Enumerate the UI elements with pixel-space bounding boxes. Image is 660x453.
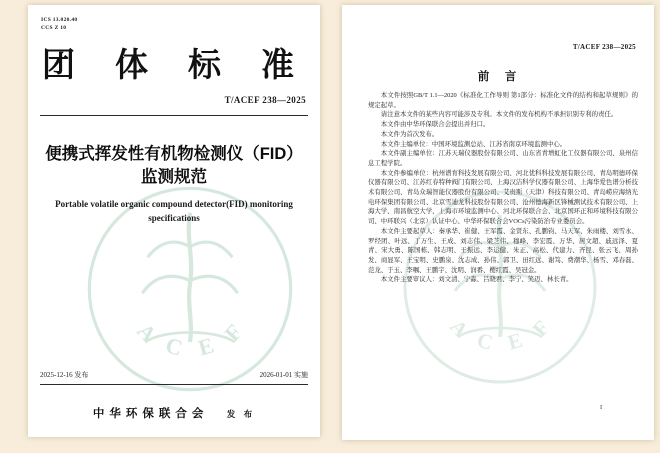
standard-type-title (42, 39, 294, 86)
text-item: 本文件参编单位：杭州谱育科技发展有限公司、河北优科科技发展有限公司、青岛明德环保仪器有限公司、江苏红春特种阀门有限公司、上海汉洁科学仪器有限公司、上海华爱色谱分析技术有限公司、青岛众瑞智能仪器股份有限公司、艾贵斯（天津）科技有限公司、青岛崂应海纳光电环保集团有限公司、北京雪迪龙科技股份有限公司、沧州德海新区锋械测试技术有限公司、上海大学、南昌航空大学、上海市环境监测中心、河北环保联合会、北京国环正和环境科技有限公司、中环联兴（北京）认证中心、中华环保联合会VOCs污染防治专业委员会。 (368, 169, 638, 226)
svg-text:E: E (505, 327, 526, 355)
publisher-row (28, 404, 320, 422)
text-item: 本文件副主编单位：江苏天瑞仪器股份有限公司、山东省青增虹化工仪器有限公司、泉州信息工程学院。 (368, 150, 638, 167)
foreword-body (368, 91, 638, 285)
dates-row (40, 370, 308, 380)
text-item: 本文件主要审议人：刘文清、宁淼、吕晓君、李宁、笑迈、林长青。 (380, 276, 573, 284)
svg-text:A: A (132, 318, 162, 348)
text-item: 团 (42, 46, 75, 83)
ics-code: ICS 13.020.40 (41, 17, 78, 23)
standard-number: T/ACEF 238—2025 (224, 95, 306, 105)
publisher-name: 中华环保联合会 (92, 408, 209, 420)
text-item: 本文件主编单位：中国环境监测总站、江苏省南京环境监测中心。 (380, 140, 567, 148)
text-item: 请注意本文件的某些内容可能涉及专利。本文件的发布机构不承担识别专利的责任。 (380, 111, 618, 119)
foreword-heading: 前 言 (477, 71, 519, 83)
standard-number: T/ACEF 238—2025 (572, 43, 636, 51)
svg-text:F: F (219, 319, 248, 347)
footer-divider (40, 384, 308, 385)
cover-page (28, 5, 320, 437)
svg-text:C: C (162, 332, 186, 361)
svg-text:E: E (195, 332, 217, 361)
text-item: 本文件由中华环保联合会提出并归口。 (380, 121, 490, 129)
standard-title-en (46, 197, 302, 225)
header-divider (40, 115, 308, 116)
svg-text:C: C (474, 327, 496, 355)
svg-text:F: F (527, 315, 555, 342)
classification-codes (41, 16, 77, 32)
publish-label: 发 布 (226, 409, 256, 419)
issue-date: 2025-12-16 发布 (40, 371, 89, 379)
text-item: 准 (261, 46, 294, 83)
text-item: 标 (188, 46, 221, 83)
title-en-line2: specifications (148, 213, 200, 223)
text-item: 体 (115, 46, 148, 83)
page-number: I (600, 404, 603, 411)
title-en-line1: Portable volatile organic compound detector(FID) monitoring (55, 199, 293, 209)
standard-title-zh: 便携式挥发性有机物检测仪（FID）监测规范 (45, 145, 303, 186)
text-item: 本文件按照GB/T 1.1—2020《标准化工作导则 第1部分：标准化文件的结构和起草规则》的规定起草。 (368, 92, 638, 109)
text-item: 本文件主要起草人：秦承华、崔健、王军霞、金贤东、孔鹏钧、马天军、朱雨楼、刘雪永、罗经团、叶远、丁万生、王成、刘志伟、梁芝伟、穆峰、李宏霞、万华、居文超、戚远泽、夏青、宋大勇、陈国栋、韩志明、王振远、李运健、朱正、高松、代建力、齐昆、张云飞、周孙发、商显军、王宝明、史鹏泉、沈志成、孙伟、郭卫、田红远、谢笃、费潮华、杨雪、邓春磊、范龙、于玉、李嘱、王鹏宇、沈明、润番、樱红霞、吴冠金。 (368, 227, 638, 274)
svg-text:A: A (445, 314, 474, 342)
text-item: 本文件为首次发布。 (380, 130, 439, 138)
implement-date: 2026-01-01 实施 (259, 371, 308, 379)
ccs-code: CCS Z 10 (41, 25, 67, 31)
foreword-page (342, 5, 654, 440)
